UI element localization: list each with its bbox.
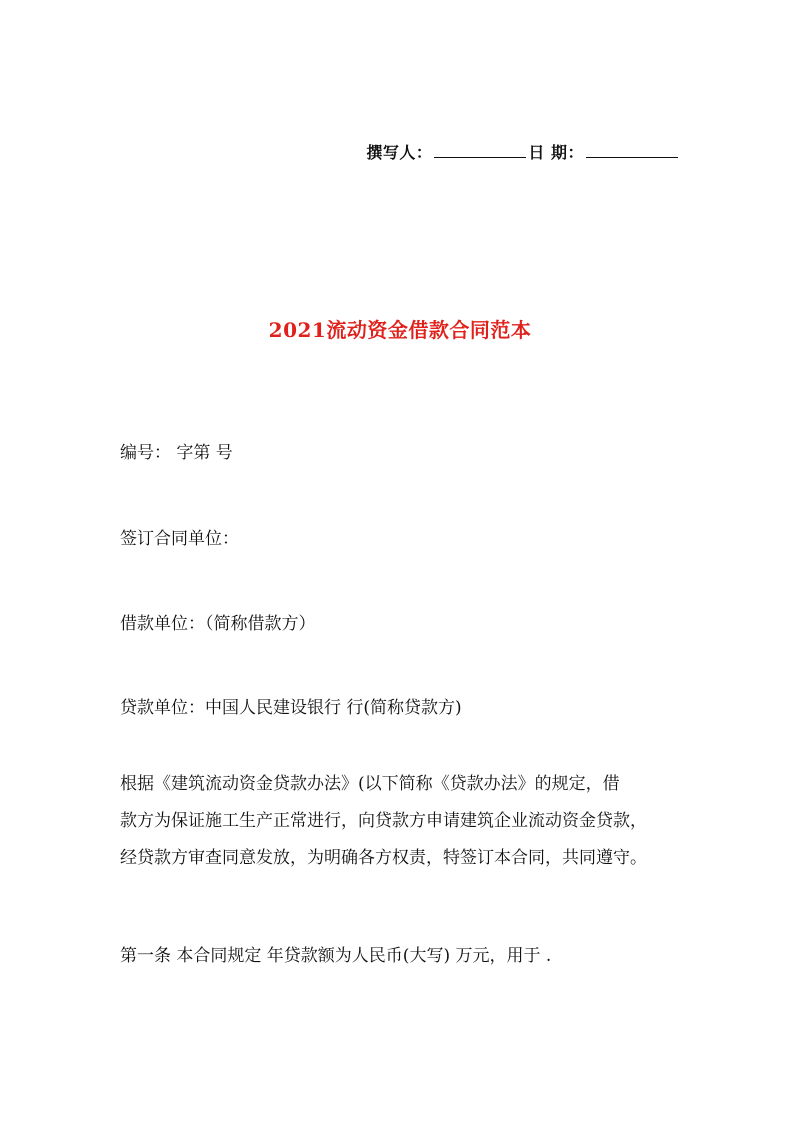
author-blank[interactable] [434,143,526,158]
author-label: 撰写人： [366,143,433,162]
intro-line-3: 经贷款方审查同意发放，为明确各方权责，特签订本合同，共同遵守。 [120,848,647,868]
author-date-line [366,140,680,163]
document-title: 2021流动资金借款合同范本 [268,318,532,342]
lender-line: 贷款单位：中国人民建设银行 行(简称贷款方) [120,698,462,718]
intro-line-1: 根据《建筑流动资金贷款办法》(以下简称《贷款办法》的规定，借 [120,774,620,794]
intro-paragraph [120,766,690,877]
signing-units-line: 签订合同单位： [120,529,239,549]
borrower-line: 借款单位：（简称借款方） [120,614,316,634]
date-label: 日 期： [528,143,584,162]
intro-line-2: 款方为保证施工生产正常进行，向贷款方申请建筑企业流动资金贷款， [120,811,647,831]
date-blank[interactable] [586,143,678,158]
article-one-line: 第一条 本合同规定 年贷款额为人民币(大写) 万元，用于 . [120,946,552,966]
contract-number-line: 编号： 字第 号 [120,443,233,463]
